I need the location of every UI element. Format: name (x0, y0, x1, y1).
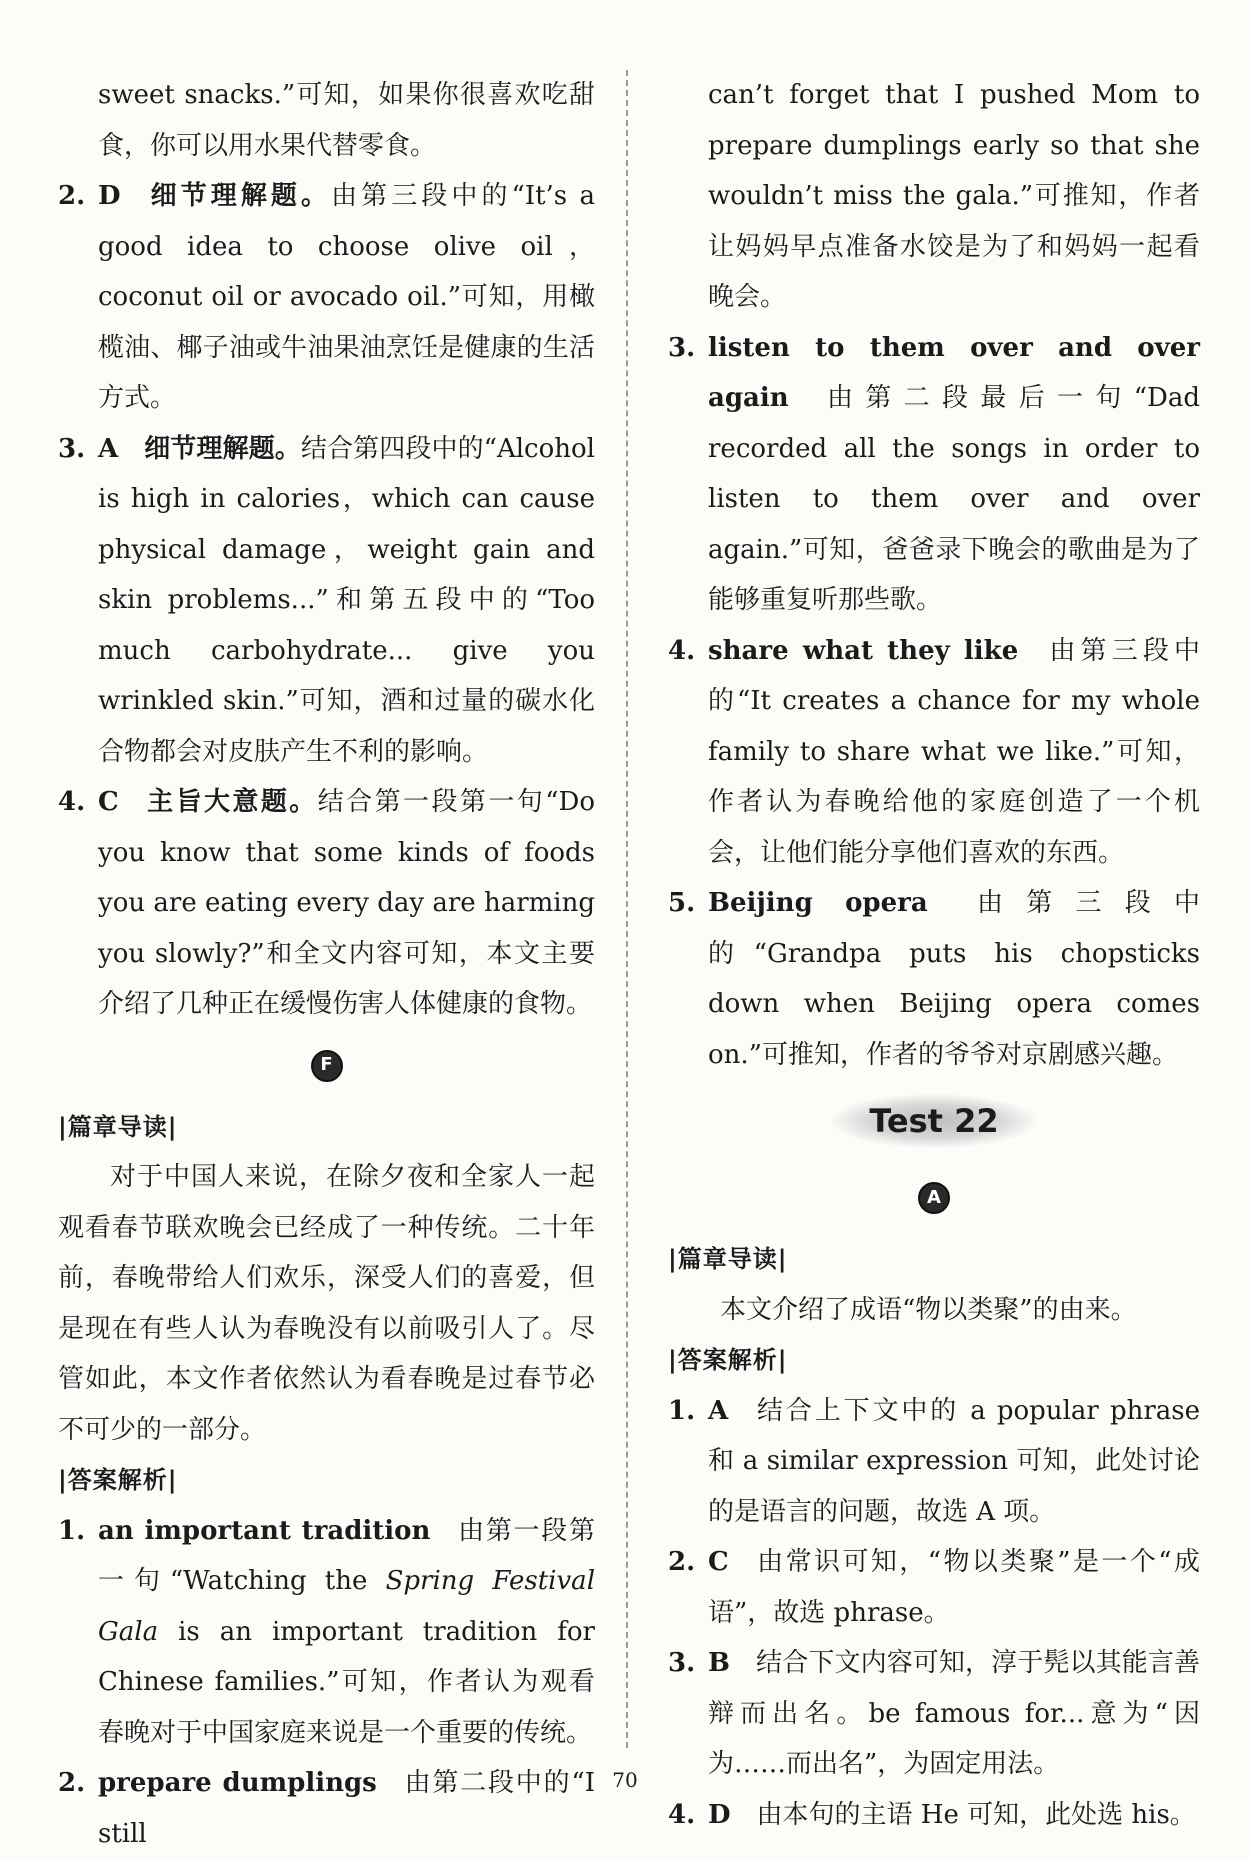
answer-heading: |答案解析| (668, 1346, 788, 1374)
explanation-italic: Spring Festival Gala (98, 1566, 596, 1647)
answer-item-4 (58, 777, 595, 1030)
fill-answer-4 (668, 626, 1200, 879)
guide-heading: |篇章导读| (668, 1245, 788, 1273)
item-number: 1. (58, 1515, 86, 1546)
answer-letter: C (98, 787, 119, 817)
continued-explanation: sweet snacks.”可知，如果你很喜欢吃甜食，你可以用水果代替零食。 (98, 80, 595, 161)
explanation-text: 结合下文内容可知，淳于髡以其能言善辩而出名。be famous for...意为“因为……而出名”，为固定用法。 (708, 1648, 1200, 1779)
answer-item-4 (668, 1790, 1200, 1841)
item-number: 3. (668, 1648, 696, 1678)
item-number: 4. (58, 787, 86, 817)
fill-answer-5 (668, 878, 1200, 1080)
answer-phrase: an important tradition (98, 1515, 431, 1546)
section-marker-a: A (918, 1182, 950, 1214)
item-number: 3. (58, 433, 86, 464)
item-number: 1. (668, 1395, 696, 1426)
question-type: 细节理解题。 (144, 433, 301, 464)
answer-item-2 (58, 171, 595, 424)
explanation-text: 由第三段中的“It’s a good idea to choose olive oil，coconut oil or avocado oil.”可知，用橄榄油、椰子油或牛油果油烹饪是健康的生活方式。 (98, 181, 595, 413)
question-type: 细节理解题。 (146, 181, 332, 211)
answer-letter: D (98, 181, 121, 211)
guide-heading: |篇章导读| (58, 1112, 178, 1141)
answer-item-1 (668, 1386, 1200, 1538)
fill-answer-1 (58, 1506, 595, 1759)
answer-phrase: share what they like (708, 635, 1019, 666)
page-number: 70 (612, 1768, 638, 1792)
answer-item-3 (668, 1638, 1200, 1790)
right-column (668, 70, 1200, 1840)
fill-answer-3 (668, 323, 1200, 626)
explanation-text: 结合第四段中的“Alcohol is high in calories，which can cause physical damage，weight gain and skin problems...”和第五段中的“Too much carbohydrate... give you wrinkled skin.”可知，酒和过量的碳水化合物都会对皮肤产生不利的影响。 (98, 433, 595, 767)
item-number: 2. (58, 181, 86, 211)
explanation-text: 结合上下文中的 a popular phrase 和 a similar expression 可知，此处讨论的是语言的问题，故选 A 项。 (708, 1395, 1200, 1527)
explanation-text-b: is an important tradition for Chinese families.”可知，作者认为观看春晚对于中国家庭来说是一个重要的传统。 (98, 1616, 595, 1748)
explanation-text: 由第三段中的“It creates a chance for my whole family to share what we like.”可知，作者认为春晚给他的家庭创造了一个机会，让他们能分享他们喜欢的东西。 (708, 635, 1200, 868)
section-marker-wrap (668, 1162, 1200, 1234)
explanation-text: 由本句的主语 He 可知，此处选 his。 (756, 1799, 1196, 1830)
explanation-text: 由第三段中的“Grandpa puts his chopsticks down when Beijing opera comes on.”可推知，作者的爷爷对京剧感兴趣。 (708, 888, 1200, 1070)
item-number: 3. (668, 332, 696, 363)
item-number: 2. (668, 1547, 696, 1577)
guide-paragraph: 对于中国人来说，在除夕夜和全家人一起观看春节联欢晚会已经成了一种传统。二十年前，春晚带给人们欢乐，深受人们的喜爱，但是现在有些人认为春晚没有以前吸引人了。尽管如此，本文作者依然认为看春晚是过春节必不可少的一部分。 (58, 1162, 595, 1445)
item-number: 4. (668, 1799, 696, 1830)
explanation-text: 结合第一段第一句“Do you know that some kinds of foods you are eating every day are harming you slowly?”和全文内容可知，本文主要介绍了几种正在缓慢伤害人体健康的食物。 (98, 787, 595, 1019)
continued-explanation: can’t forget that I pushed Mom to prepare dumplings early so that she wouldn’t miss the gala.”可推知，作者让妈妈早点准备水饺是为了和妈妈一起看晚会。 (708, 80, 1200, 312)
item-number: 2. (58, 1768, 86, 1798)
column-divider (626, 70, 628, 1748)
explanation-text: 由第二段中的“I still (98, 1768, 595, 1849)
answer-heading: |答案解析| (58, 1466, 178, 1494)
test-title-wrap (668, 1080, 1200, 1162)
item-number: 4. (668, 635, 696, 666)
answer-letter: A (708, 1395, 729, 1426)
explanation-text-a: 由第一段第一句“Watching the (98, 1515, 595, 1596)
section-marker-wrap (58, 1030, 595, 1102)
test-title: Test 22 (831, 1094, 1036, 1149)
answer-letter: C (708, 1547, 729, 1577)
explanation-text: 由第二段最后一句“Dad recorded all the songs in order to listen to them over and over again.”可知，爸爸录下晚会的歌曲是为了能够重复听那些歌。 (708, 383, 1200, 615)
answer-letter: A (98, 433, 119, 464)
item-number: 5. (668, 888, 696, 918)
answer-phrase: listen to them over and over again (708, 332, 1200, 413)
answer-item-3 (58, 424, 595, 778)
answer-item-2 (668, 1537, 1200, 1638)
guide-paragraph: 本文介绍了成语“物以类聚”的由来。 (720, 1294, 1137, 1325)
answer-letter: B (708, 1648, 730, 1678)
answer-phrase: prepare dumplings (98, 1768, 377, 1798)
answer-phrase: Beijing opera (708, 888, 928, 918)
question-type: 主旨大意题。 (144, 787, 318, 817)
explanation-text: 由常识可知，“物以类聚”是一个“成语”，故选 phrase。 (708, 1547, 1200, 1628)
answer-letter: D (708, 1799, 731, 1830)
left-column (58, 70, 595, 1859)
section-marker-f: F (311, 1050, 343, 1082)
